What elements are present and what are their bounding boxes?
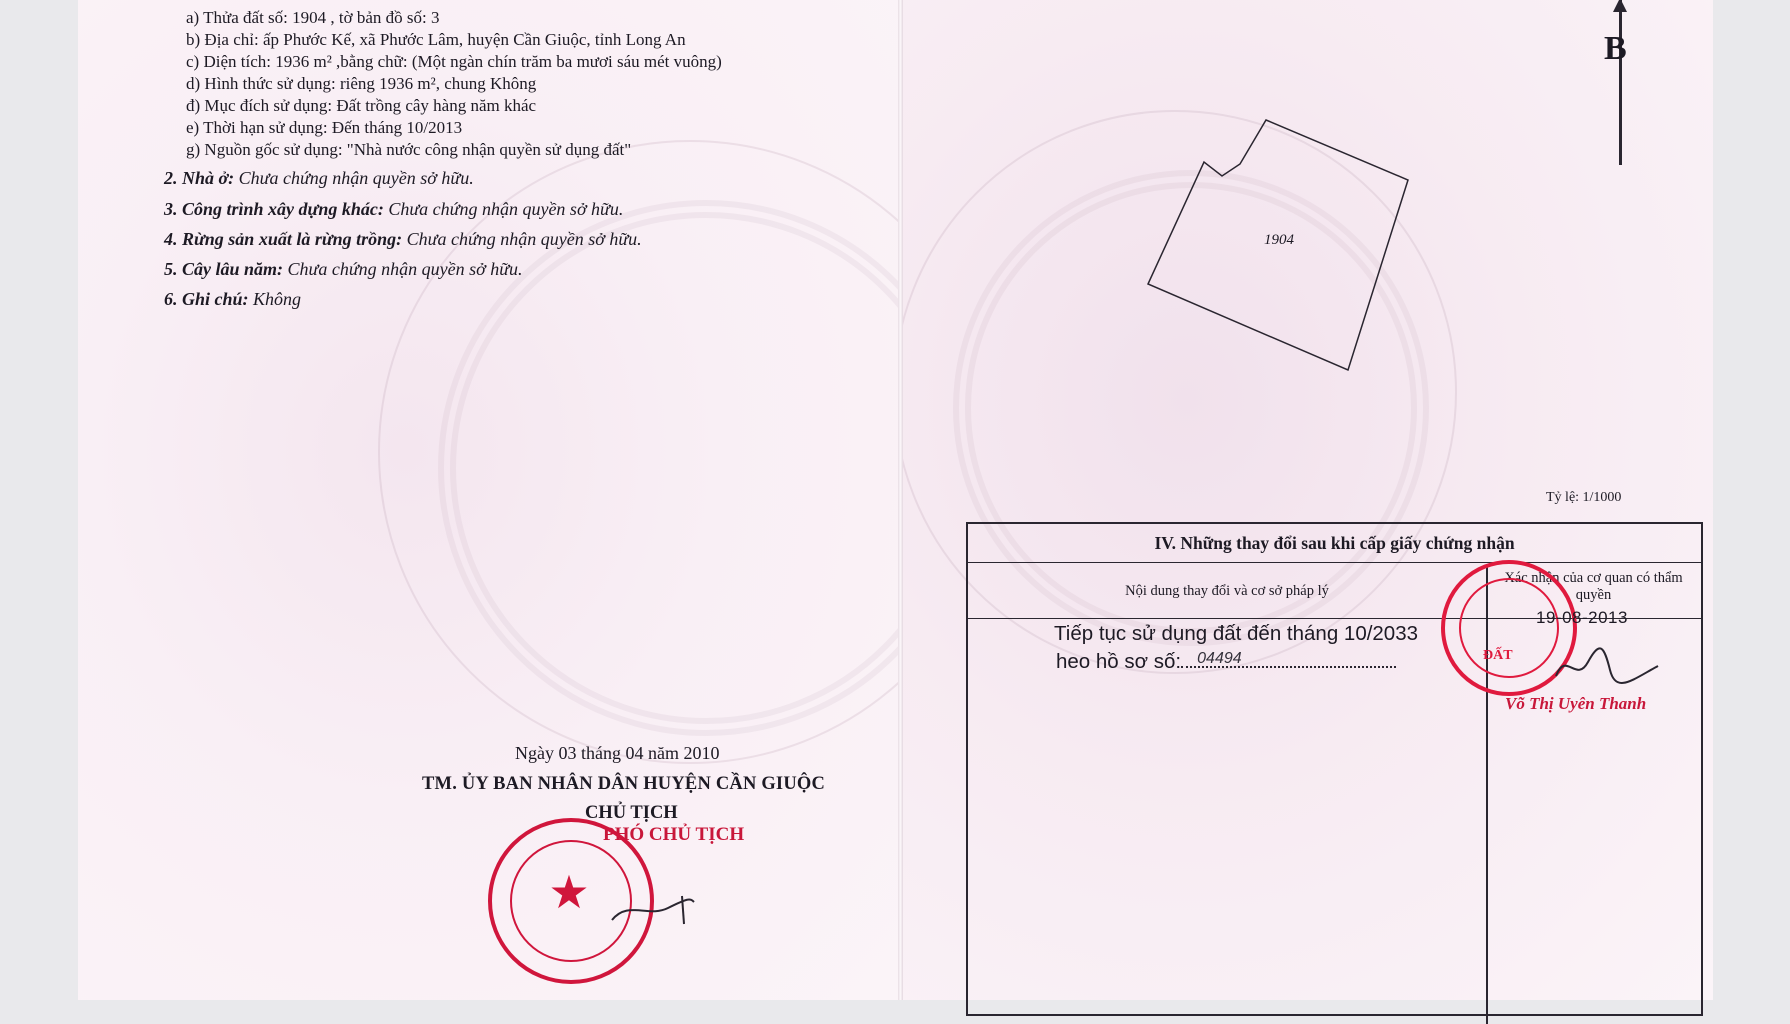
- north-arrow: [1619, 0, 1622, 165]
- item-house: 2. Nhà ở: Chưa chứng nhận quyền sở hữu.: [164, 168, 474, 188]
- parcel-number-line: a) Thửa đất số: 1904 , tờ bản đồ số: 3: [186, 8, 440, 27]
- changes-table: [966, 522, 1703, 1016]
- confirmation-officer-name: Võ Thị Uyên Thanh: [1505, 694, 1647, 713]
- usage-form-line: d) Hình thức sử dụng: riêng 1936 m², chung Không: [186, 74, 537, 93]
- signature-date: Ngày 03 tháng 04 năm 2010: [515, 743, 720, 763]
- signature-organization: TM. ỦY BAN NHÂN DÂN HUYỆN CẦN GIUỘC: [422, 774, 826, 794]
- file-number-field: 04494: [1181, 666, 1396, 668]
- item-perennial-trees: 5. Cây lâu năm: Chưa chứng nhận quyền sở hữu.: [164, 259, 523, 279]
- item-production-forest: 4. Rừng sản xuất là rừng trồng: Chưa chứng nhận quyền sở hữu.: [164, 229, 642, 249]
- north-label: B: [1604, 30, 1627, 67]
- area-line: c) Diện tích: 1936 m² ,bằng chữ: (Một ngàn chín trăm ba mươi sáu mét vuông): [186, 52, 722, 71]
- seal-text: ĐẤT: [1483, 648, 1513, 663]
- star-emblem-icon: ★: [548, 867, 590, 918]
- item-notes: 6. Ghi chú: Không: [164, 289, 302, 309]
- signature-overprint: PHÓ CHỦ TỊCH: [603, 824, 745, 845]
- signature-role: CHỦ TỊCH: [585, 803, 678, 823]
- purpose-line: đ) Mục đích sử dụng: Đất trồng cây hàng năm khác: [186, 96, 537, 115]
- parcel-number-label: 1904: [1264, 232, 1294, 248]
- column-content-header: Nội dung thay đổi và cơ sở pháp lý: [1125, 583, 1329, 599]
- map-scale: Tỷ lệ: 1/1000: [1546, 490, 1622, 505]
- confirmation-date: 19-08-2013: [1536, 608, 1628, 627]
- north-arrow-head-icon: [1613, 0, 1627, 12]
- item-other-construction: 3. Công trình xây dựng khác: Chưa chứng nhận quyền sở hữu.: [164, 199, 624, 219]
- change-entry-line1: Tiếp tục sử dụng đất đến tháng 10/2033: [1054, 622, 1419, 645]
- address-line: b) Địa chỉ: ấp Phước Kế, xã Phước Lâm, huyện Cần Giuộc, tỉnh Long An: [186, 30, 686, 49]
- term-line: e) Thời hạn sử dụng: Đến tháng 10/2013: [186, 118, 463, 137]
- changes-title: IV. Những thay đổi sau khi cấp giấy chứng nhận: [968, 524, 1701, 563]
- origin-line: g) Nguồn gốc sử dụng: "Nhà nước công nhận quyền sử dụng đất": [186, 140, 632, 159]
- chairman-signature: [608, 890, 698, 930]
- change-entry-line2: heo hồ sơ số: 04494: [1056, 650, 1396, 674]
- confirmation-signature: [1552, 640, 1662, 690]
- column-confirm-header: Xác nhận của cơ quan có thẩm quyền: [1504, 570, 1683, 603]
